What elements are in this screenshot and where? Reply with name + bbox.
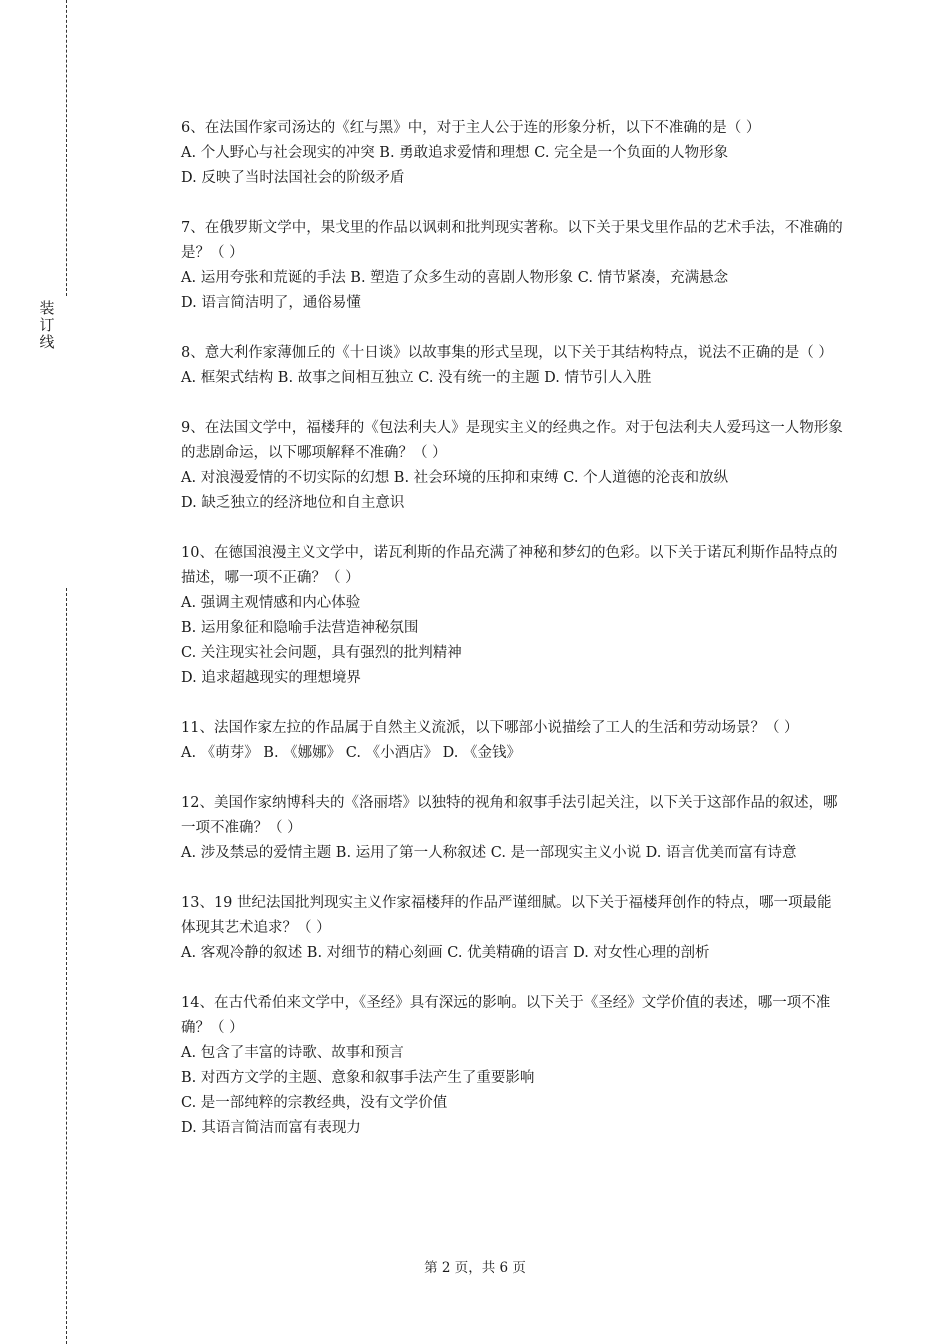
binding-line-bottom [66,588,67,1344]
option-line: C. 是一部纯粹的宗教经典，没有文学价值 [181,1095,448,1111]
option-line: D. 反映了当时法国社会的阶级矛盾 [181,170,405,186]
binding-line-top [66,0,67,296]
binding-char: 订 [39,316,55,334]
option-line: A. 对浪漫爱情的不切实际的幻想 B. 社会环境的压抑和束缚 C. 个人道德的沦丧和放纵 [181,470,729,486]
option-line: A. 个人野心与社会现实的冲突 B. 勇敢追求爱情和理想 C. 完全是一个负面的人物形象 [181,145,729,161]
option-line: B. 运用象征和隐喻手法营造神秘氛围 [181,620,419,636]
option-line: A. 《萌芽》 B. 《娜娜》 C. 《小酒店》 D. 《金钱》 [181,745,522,761]
binding-label [37,300,57,351]
question-list [181,116,843,1166]
question-7 [181,216,843,316]
question-stem: 14、在古代希伯来文学中，《圣经》具有深远的影响。以下关于《圣经》文学价值的表述，哪一项不准确？（ ） [181,995,831,1036]
option-line: D. 追求超越现实的理想境界 [181,670,361,686]
option-line: D. 语言简洁明了，通俗易懂 [181,295,361,311]
question-14 [181,991,843,1141]
question-stem: 13、19 世纪法国批判现实主义作家福楼拜的作品严谨细腻。以下关于福楼拜创作的特点，哪一项最能体现其艺术追求？（ ） [181,895,832,936]
question-9 [181,416,843,516]
option-line: A. 包含了丰富的诗歌、故事和预言 [181,1045,404,1061]
option-line: A. 强调主观情感和内心体验 [181,595,361,611]
question-11 [181,716,843,766]
question-stem: 7、在俄罗斯文学中，果戈里的作品以讽刺和批判现实著称。以下关于果戈里作品的艺术手法，不准确的是？（ ） [181,220,843,261]
option-line: D. 缺乏独立的经济地位和自主意识 [181,495,405,511]
question-8 [181,341,843,391]
question-stem: 11、法国作家左拉的作品属于自然主义流派，以下哪部小说描绘了工人的生活和劳动场景？（ ） [181,720,799,736]
question-stem: 12、美国作家纳博科夫的《洛丽塔》以独特的视角和叙事手法引起关注，以下关于这部作品的叙述，哪一项不准确？（ ） [181,795,838,836]
question-stem: 6、在法国作家司汤达的《红与黑》中，对于主人公于连的形象分析，以下不准确的是（ ） [181,120,761,136]
question-12 [181,791,843,866]
binding-char: 线 [39,333,55,351]
binding-char: 装 [39,299,55,317]
option-line: C. 关注现实社会问题，具有强烈的批判精神 [181,645,462,661]
option-line: D. 其语言简洁而富有表现力 [181,1120,361,1136]
question-10 [181,541,843,691]
option-line: B. 对西方文学的主题、意象和叙事手法产生了重要影响 [181,1070,535,1086]
question-stem: 8、意大利作家薄伽丘的《十日谈》以故事集的形式呈现，以下关于其结构特点，说法不正确的是（ ） [181,345,833,361]
option-line: A. 框架式结构 B. 故事之间相互独立 C. 没有统一的主题 D. 情节引人入胜 [181,370,652,386]
option-line: A. 运用夸张和荒诞的手法 B. 塑造了众多生动的喜剧人物形象 C. 情节紧凑，充满悬念 [181,270,729,286]
question-6 [181,116,843,191]
question-13 [181,891,843,966]
question-stem: 10、在德国浪漫主义文学中，诺瓦利斯的作品充满了神秘和梦幻的色彩。以下关于诺瓦利斯作品特点的描述，哪一项不正确？（ ） [181,545,838,586]
question-stem: 9、在法国文学中，福楼拜的《包法利夫人》是现实主义的经典之作。对于包法利夫人爱玛这一人物形象的悲剧命运，以下哪项解释不准确？（ ） [181,420,843,461]
option-line: A. 客观冷静的叙述 B. 对细节的精心刻画 C. 优美精确的语言 D. 对女性心理的剖析 [181,945,710,961]
option-line: A. 涉及禁忌的爱情主题 B. 运用了第一人称叙述 C. 是一部现实主义小说 D. 语言优美而富有诗意 [181,845,797,861]
page-number: 第 2 页，共 6 页 [424,1260,526,1276]
